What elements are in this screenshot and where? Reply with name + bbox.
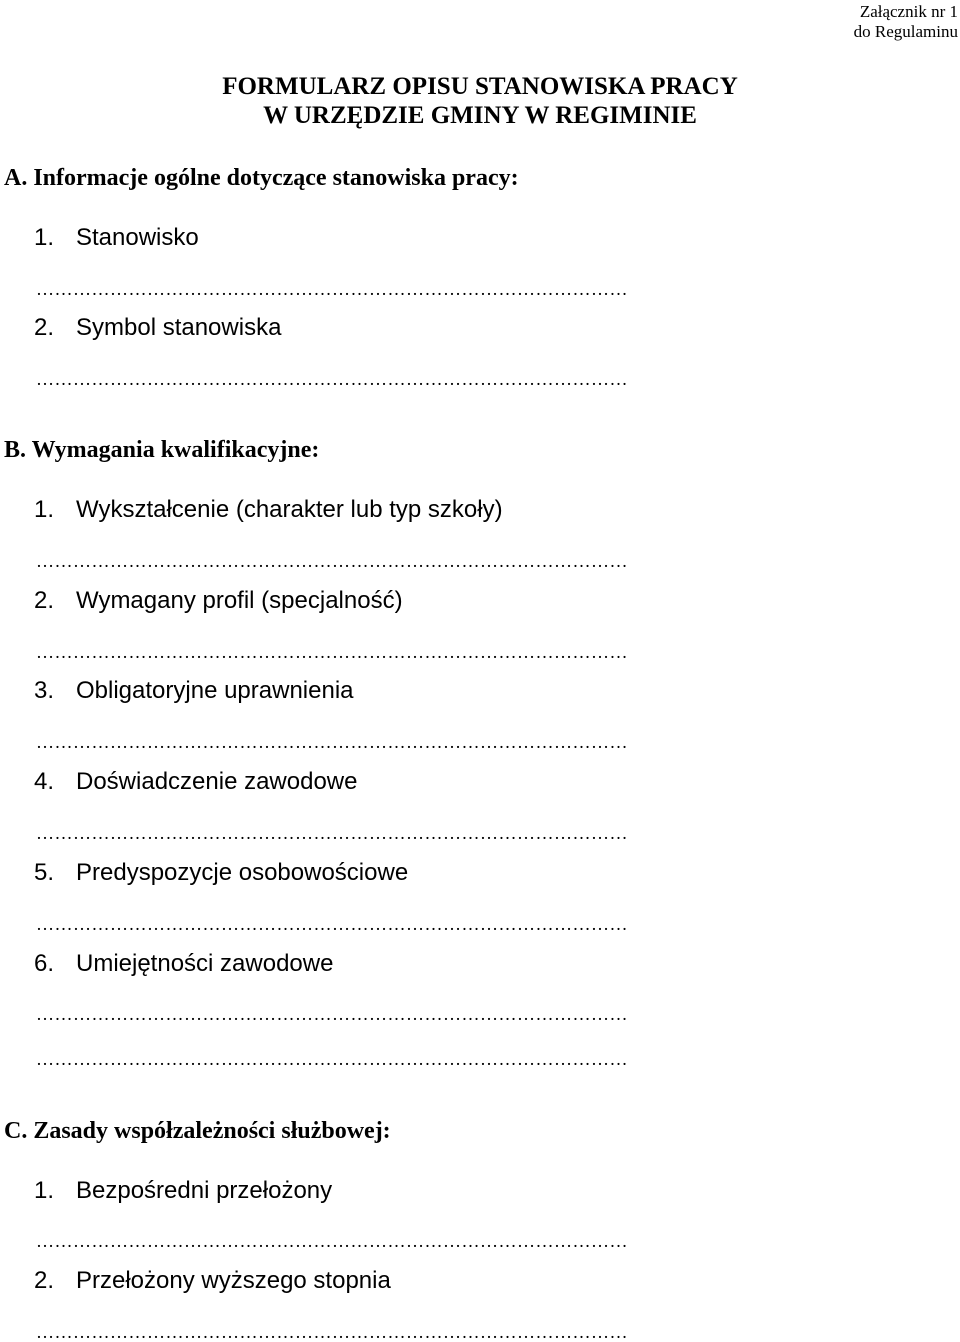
field-label-text: Wymagany profil (specjalność) bbox=[76, 587, 403, 614]
field-label-text: Stanowisko bbox=[76, 224, 199, 251]
fill-line-doswiadczenie-zawodowe[interactable]: …………………………………………………………………………………… bbox=[36, 823, 628, 843]
field-number: 1. bbox=[34, 224, 55, 251]
section-c-heading: C. Zasady współzależności służbowej: bbox=[4, 1118, 391, 1144]
field-label-wyksztalcenie bbox=[34, 496, 503, 524]
title-line-2: W URZĘDZIE GMINY W REGIMINIE bbox=[263, 102, 697, 129]
field-label-text: Predyspozycje osobowościowe bbox=[76, 859, 409, 886]
fill-line-umiejetnosci-zawodowe-1[interactable]: …………………………………………………………………………………… bbox=[36, 1004, 628, 1024]
field-label-umiejetnosci-zawodowe bbox=[34, 950, 333, 978]
field-number: 2. bbox=[34, 587, 55, 614]
section-b-heading: B. Wymagania kwalifikacyjne: bbox=[4, 437, 320, 463]
fill-line-umiejetnosci-zawodowe-2[interactable]: …………………………………………………………………………………… bbox=[36, 1049, 628, 1069]
field-label-stanowisko bbox=[34, 224, 199, 252]
fill-line-przelozony-wyzszego-stopnia[interactable]: …………………………………………………………………………………… bbox=[36, 1322, 628, 1342]
fill-line-predyspozycje[interactable]: …………………………………………………………………………………… bbox=[36, 914, 628, 934]
field-label-bezposredni-przelozony bbox=[34, 1177, 332, 1205]
annex-line-1: Załącznik nr 1 bbox=[859, 2, 958, 21]
field-label-text: Przełożony wyższego stopnia bbox=[76, 1267, 391, 1294]
field-number: 3. bbox=[34, 677, 55, 704]
field-number: 2. bbox=[34, 1267, 55, 1294]
annex-line-2: do Regulaminu bbox=[853, 22, 958, 41]
field-number: 2. bbox=[34, 314, 55, 341]
field-label-wymagany-profil bbox=[34, 587, 403, 615]
fill-line-wymagany-profil[interactable]: …………………………………………………………………………………… bbox=[36, 642, 628, 662]
fill-line-bezposredni-przelozony[interactable]: …………………………………………………………………………………… bbox=[36, 1231, 628, 1251]
field-number: 1. bbox=[34, 1177, 55, 1204]
field-label-text: Bezpośredni przełożony bbox=[76, 1177, 333, 1204]
field-label-text: Symbol stanowiska bbox=[76, 314, 282, 341]
section-a-heading: A. Informacje ogólne dotyczące stanowiska pracy: bbox=[4, 165, 519, 191]
field-number: 1. bbox=[34, 496, 55, 523]
fill-line-symbol-stanowiska[interactable]: …………………………………………………………………………………… bbox=[36, 369, 628, 389]
field-label-text: Umiejętności zawodowe bbox=[76, 950, 334, 977]
title-line-1: FORMULARZ OPISU STANOWISKA PRACY bbox=[222, 73, 738, 100]
field-number: 5. bbox=[34, 859, 55, 886]
field-label-text: Doświadczenie zawodowe bbox=[76, 768, 358, 795]
field-label-obligatoryjne-uprawnienia bbox=[34, 677, 354, 705]
field-number: 4. bbox=[34, 768, 55, 795]
field-label-doswiadczenie-zawodowe bbox=[34, 768, 357, 796]
field-label-symbol-stanowiska bbox=[34, 314, 281, 342]
field-label-text: Obligatoryjne uprawnienia bbox=[76, 677, 354, 704]
field-label-przelozony-wyzszego-stopnia bbox=[34, 1267, 391, 1295]
annex-note bbox=[854, 2, 958, 42]
document-title bbox=[0, 72, 960, 130]
fill-line-obligatoryjne-uprawnienia[interactable]: …………………………………………………………………………………… bbox=[36, 732, 628, 752]
fill-line-wyksztalcenie[interactable]: …………………………………………………………………………………… bbox=[36, 551, 628, 571]
field-label-predyspozycje bbox=[34, 859, 408, 887]
field-label-text: Wykształcenie (charakter lub typ szkoły) bbox=[76, 496, 503, 523]
field-number: 6. bbox=[34, 950, 55, 977]
fill-line-stanowisko[interactable]: …………………………………………………………………………………… bbox=[36, 279, 628, 299]
